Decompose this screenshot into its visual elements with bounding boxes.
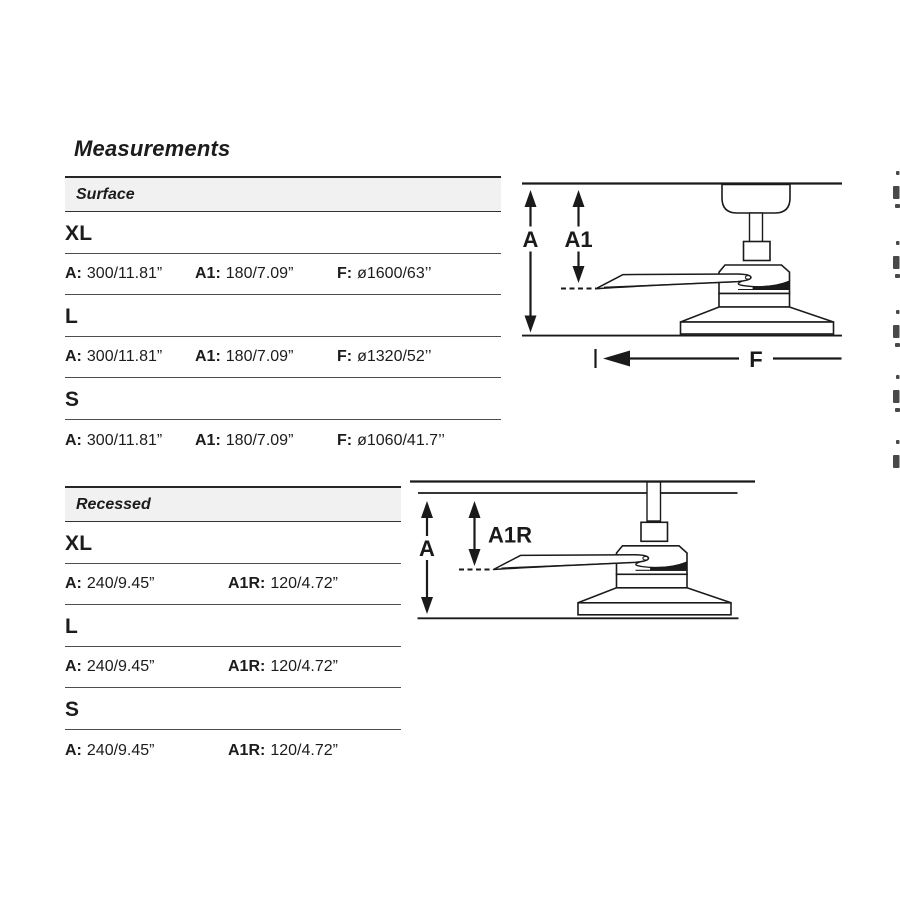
spec-label: A1R: (228, 741, 266, 759)
dimension-arrow-a1 (562, 190, 596, 283)
spec-value: 120/4.72” (270, 658, 338, 675)
dimension-arrow-a (518, 190, 543, 333)
size-label: XL (65, 532, 93, 555)
recessed-size-s (65, 688, 401, 730)
page-title: Measurements (74, 136, 231, 161)
spec-a (65, 265, 162, 283)
spec-label: F: (337, 265, 353, 282)
spec-label: A: (65, 431, 82, 449)
recessed-specs-s (65, 730, 401, 771)
spec-value: 180/7.09” (225, 348, 294, 365)
spec-label: F: (337, 348, 353, 365)
fan-figure (596, 242, 834, 335)
spec-a (65, 575, 155, 593)
spec-a (65, 658, 155, 676)
dim-label-a: A (522, 227, 539, 252)
spec-a1 (195, 432, 293, 450)
spec-value: 120/4.72” (270, 575, 338, 592)
dim-label-a: A (419, 536, 435, 561)
recessed-table-header (65, 488, 401, 522)
spec-a (65, 432, 162, 450)
spec-a1r (228, 742, 338, 760)
spec-f (337, 432, 445, 450)
surface-measurements-table (65, 176, 501, 461)
size-label: L (65, 305, 79, 328)
spec-a (65, 348, 162, 366)
surface-table-header (65, 178, 501, 212)
spec-f (337, 348, 432, 366)
spec-value: ø1060/41.7’’ (357, 431, 445, 449)
downrod (647, 482, 661, 521)
surface-specs-l (65, 337, 501, 378)
recessed-size-l (65, 605, 401, 647)
spec-value: 180/7.09” (225, 265, 294, 282)
clipped-text-fragments (890, 165, 900, 470)
recessed-specs-l (65, 647, 401, 688)
size-label: S (65, 388, 80, 411)
recessed-size-xl (65, 522, 401, 564)
surface-size-xl (65, 212, 501, 254)
spec-f (337, 265, 432, 283)
recessed-mounting-diagram (400, 470, 770, 630)
dim-label-a1: A1 (564, 227, 593, 252)
dim-label-f: F (749, 347, 763, 372)
spec-value: 300/11.81” (86, 348, 163, 365)
spec-value: 240/9.45” (86, 658, 155, 675)
spec-value: 180/7.09” (225, 431, 294, 449)
spec-value: ø1600/63’’ (357, 265, 432, 282)
spec-value: 240/9.45” (86, 741, 155, 759)
recessed-measurements-table (65, 486, 401, 771)
spec-value: 240/9.45” (86, 575, 155, 592)
spec-a1 (195, 265, 293, 283)
spec-label: A1: (195, 265, 221, 282)
surface-table-header-label: Surface (76, 185, 135, 203)
spec-label: A1R: (228, 575, 266, 592)
spec-label: A1: (195, 348, 221, 365)
size-label: XL (65, 222, 93, 245)
surface-size-l (65, 295, 501, 337)
spec-a1r (228, 575, 338, 593)
surface-specs-xl (65, 254, 501, 295)
spec-label: F: (337, 431, 353, 449)
dimension-arrow-f (596, 347, 842, 372)
recessed-table-header-label: Recessed (76, 495, 151, 513)
spec-value: 300/11.81” (86, 431, 163, 449)
spec-value: ø1320/52’’ (357, 348, 432, 365)
spec-label: A: (65, 348, 82, 365)
spec-label: A: (65, 575, 82, 592)
spec-value: 120/4.72” (270, 741, 338, 759)
recessed-specs-xl (65, 564, 401, 605)
surface-size-s (65, 378, 501, 420)
spec-label: A: (65, 658, 82, 675)
spec-label: A: (65, 741, 82, 759)
spec-a1 (195, 348, 293, 366)
dim-label-a1r: A1R (488, 522, 533, 548)
spec-label: A1: (195, 431, 221, 449)
ceiling-canopy (722, 185, 790, 214)
spec-a1r (228, 658, 338, 676)
size-label: L (65, 615, 79, 638)
dimension-arrow-a (415, 501, 440, 614)
downrod (750, 213, 763, 242)
spec-a (65, 742, 155, 760)
surface-mounting-diagram (510, 170, 870, 375)
surface-specs-s (65, 420, 501, 461)
size-label: S (65, 698, 80, 721)
spec-label: A: (65, 265, 82, 282)
spec-label: A1R: (228, 658, 266, 675)
spec-value: 300/11.81” (86, 265, 163, 282)
